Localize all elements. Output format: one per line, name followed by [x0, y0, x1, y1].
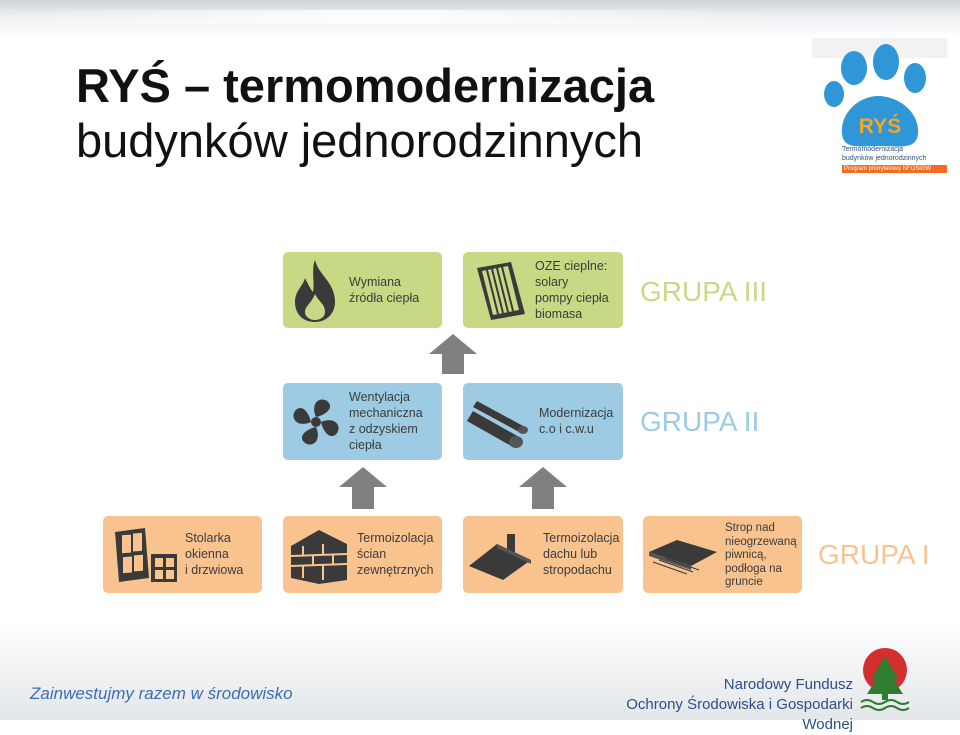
solar-panel-icon: [471, 260, 529, 322]
card-windows: [103, 516, 262, 593]
arrow-up-icon: [517, 465, 569, 511]
title-line-2: budynków jednorodzinnych: [76, 114, 643, 167]
slide-title: [76, 58, 654, 168]
nfosigw-logo-icon: [855, 646, 915, 712]
fund-name: [603, 675, 853, 735]
rys-logo: [812, 38, 947, 180]
card-heat-source-text: Wymiana źródła ciepła: [349, 275, 420, 305]
logo-line-2: budynków jednorodzinnych: [842, 155, 927, 162]
logo-caption: [842, 145, 947, 173]
fund-line-1: Narodowy Fundusz: [723, 676, 853, 693]
brick-wall-icon: [287, 524, 351, 586]
card-roof-text: Termoizolacja dachu lub stropodachu: [543, 531, 620, 577]
logo-line-1: Termomodernizacja: [842, 146, 904, 153]
flame-icon: [289, 258, 341, 324]
pipe-icon: [467, 397, 533, 451]
card-floor-text: Strop nad nieogrzewaną piwnicą, podłoga na gruncie: [725, 522, 797, 588]
footer-slogan: Zainwestujmy razem w środowisko: [30, 684, 293, 703]
floor-icon: [647, 528, 719, 580]
card-ventilation-text: Wentylacja mechaniczna z odzyskiem ciepła: [349, 390, 423, 452]
card-heat-source: [283, 252, 442, 328]
card-windows-text: Stolarka okienna i drzwiowa: [185, 531, 244, 577]
card-ventilation: [283, 383, 442, 460]
svg-text:RYŚ: RYŚ: [858, 115, 902, 138]
arrow-up-icon: [427, 332, 479, 376]
group-2-label: GRUPA II: [640, 406, 760, 437]
logo-line-3: Program priorytetowy NFOŚiGW: [842, 165, 947, 173]
card-renewable-text: OZE cieplne: solary pompy ciepła biomasa: [535, 259, 609, 321]
card-heating: [463, 383, 623, 460]
card-heating-text: Modernizacja c.o i c.w.u: [539, 406, 614, 436]
arrow-up-icon: [337, 465, 389, 511]
roof-icon: [467, 526, 533, 582]
card-renewable: [463, 252, 623, 328]
fan-icon: [289, 395, 343, 449]
card-walls-text: Termoizolacja ścian zewnętrznych: [357, 531, 434, 577]
card-floor: [643, 516, 802, 593]
card-roof: [463, 516, 623, 593]
group-1-label: GRUPA I: [818, 539, 930, 570]
group-3-label: GRUPA III: [640, 276, 768, 307]
top-decoration: [0, 0, 960, 38]
title-line-1: RYŚ – termomodernizacja: [76, 59, 655, 112]
window-icon: [111, 526, 181, 584]
fund-line-2: Ochrony Środowiska i Gospodarki Wodnej: [626, 696, 853, 733]
card-walls: [283, 516, 442, 593]
